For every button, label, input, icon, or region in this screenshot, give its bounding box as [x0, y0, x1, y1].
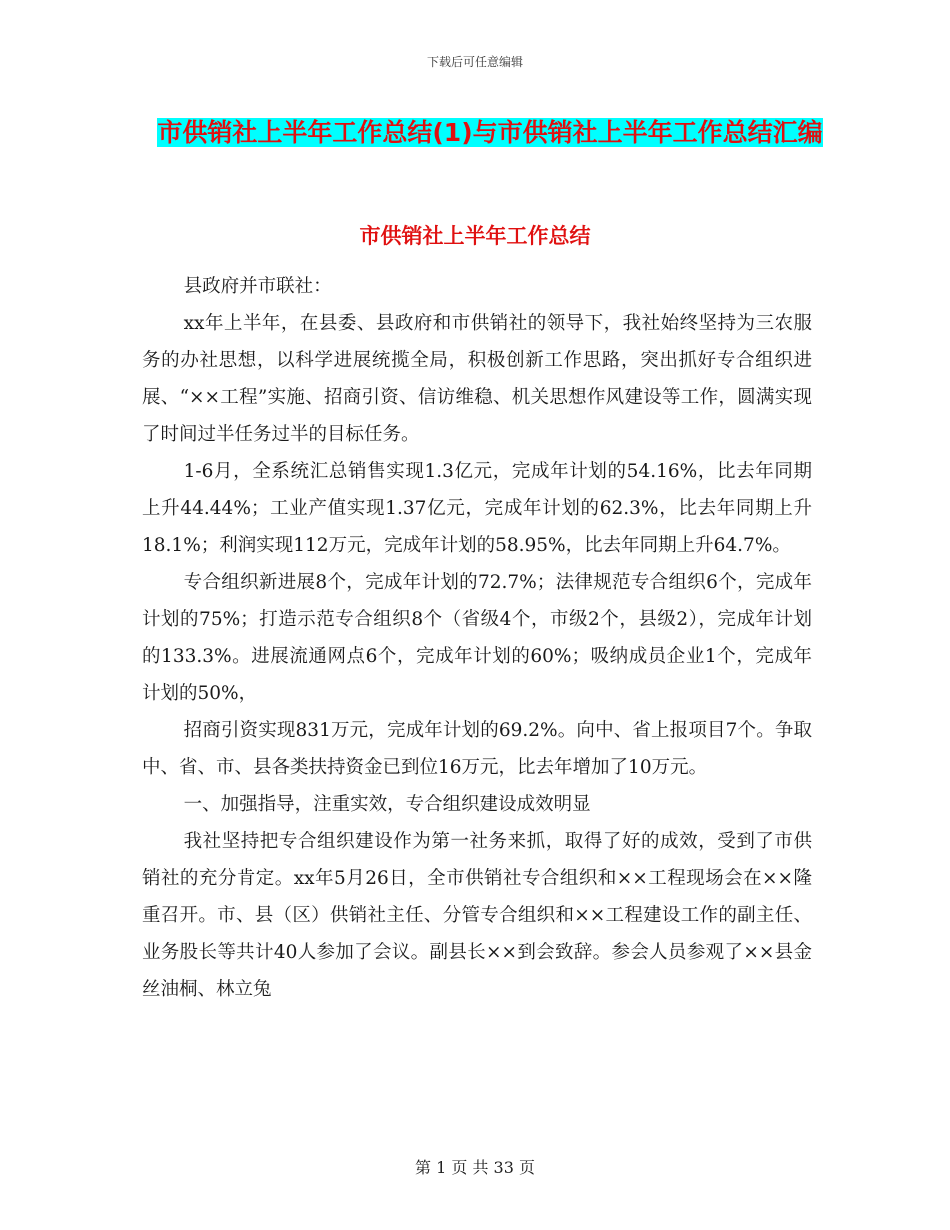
page-header: 下载后可任意编辑 [426, 55, 523, 69]
subsection-heading: 一、加强指导，注重实效，专合组织建设成效明显 [183, 794, 591, 815]
paragraph: 1-6月，全系统汇总销售实现1.3亿元，完成年计划的54.16%，比去年同期上升44.44%；工业产值实现1.37亿元，完成年计划的62.3%，比去年同期上升18.1%；利润实现112万元，完成年计划的58.95%，比去年同期上升64.7%。 [142, 461, 812, 556]
salutation: 县政府并市联社： [183, 276, 332, 297]
document-body [142, 268, 812, 1008]
paragraph: 专合组织新进展8个，完成年计划的72.7%；法律规范专合组织6个，完成年计划的75%；打造示范专合组织8个（省级4个，市级2个，县级2），完成年计划的133.3%。进展流通网点6个，完成年计划的60%；吸纳成员企业1个，完成年计划的50%， [142, 572, 812, 704]
document-title [150, 110, 830, 156]
page-footer: 第 1 页 共 33 页 [415, 1158, 535, 1177]
document-title-text: 市供销社上半年工作总结(1)与市供销社上半年工作总结汇编 [157, 118, 823, 147]
paragraph: 招商引资实现831万元，完成年计划的69.2%。向中、省上报项目7个。争取中、省、市、县各类扶持资金已到位16万元，比去年增加了10万元。 [142, 720, 812, 778]
paragraph: 我社坚持把专合组织建设作为第一社务来抓，取得了好的成效，受到了市供销社的充分肯定。xx年5月26日，全市供销社专合组织和××工程现场会在××隆重召开。市、县（区）供销社主任、分管专合组织和××工程建设工作的副主任、业务股长等共计40人参加了会议。副县长××到会致辞。参会人员参观了××县金丝油桐、林立兔 [142, 831, 812, 1000]
section-title: 市供销社上半年工作总结 [359, 224, 591, 248]
paragraph: xx年上半年，在县委、县政府和市供销社的领导下，我社始终坚持为三农服务的办社思想，以科学进展统揽全局，积极创新工作思路，突出抓好专合组织进展、“××工程”实施、招商引资、信访维稳、机关思想作风建设等工作，圆满实现了时间过半任务过半的目标任务。 [142, 313, 812, 445]
